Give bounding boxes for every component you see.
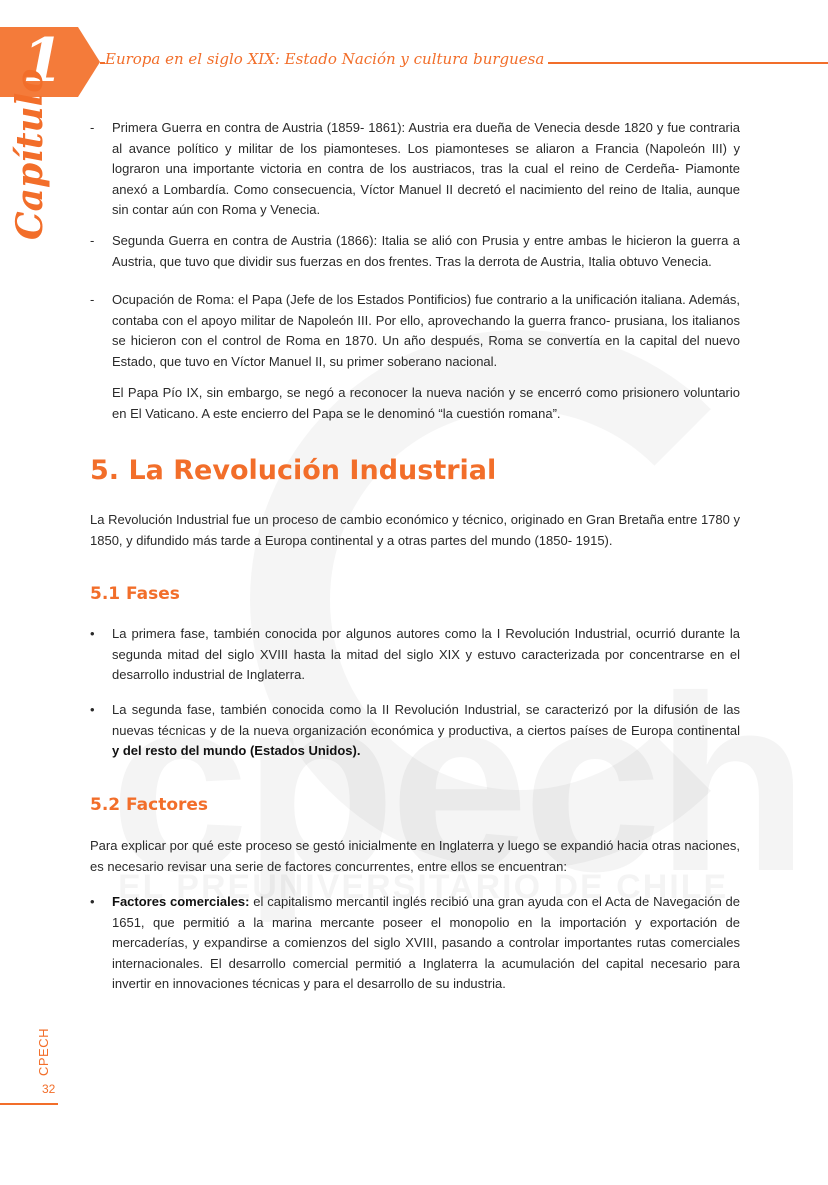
list-item bbox=[90, 624, 740, 686]
section-heading: 5. La Revolución Industrial bbox=[90, 455, 497, 486]
item-text: el capitalismo mercantil inglés recibió una gran ayuda con el Acta de Navegación de 1651, que permitió a la marina mercante poseer el monopolio en la importación y exportación de mercaderías, y expandirse a comienzos del siglo XVIII, pasando a controlar importantes rutas comerciales internacionales. El desarrollo comercial permitió a Inglaterra la acumulación del capital necesario para invertir en innovaciones técnicas y para el desarrollo de su industria. bbox=[112, 894, 740, 991]
bullet-marker: • bbox=[90, 626, 95, 641]
item-text: La segunda fase, también conocida como la II Revolución Industrial, se caracterizó por la difusión de las nuevas técnicas y de la nueva organización económica y productiva, a ciertos países de Europa continental bbox=[112, 702, 740, 738]
chapter-label: Capítulo bbox=[9, 68, 51, 240]
list-item bbox=[90, 892, 740, 995]
item-text: La primera fase, también conocida por algunos autores como la I Revolución Industrial, ocurrió durante la segunda mitad del siglo XVIII hasta la mitad del siglo XIX y estuvo caracterizada por concentrarse en el desarrollo industrial de Inglaterra. bbox=[112, 626, 740, 682]
list-item bbox=[90, 118, 740, 221]
dash-marker: - bbox=[90, 120, 95, 135]
dash-marker: - bbox=[90, 292, 95, 307]
page-number: 32 bbox=[42, 1082, 56, 1096]
list-item bbox=[90, 231, 740, 272]
note-paragraph bbox=[90, 383, 740, 424]
note-text: El Papa Pío IX, sin embargo, se negó a reconocer la nueva nación y se encerró como prisionero voluntario en El Vaticano. A este encierro del Papa se le denominó “la cuestión romana”. bbox=[112, 385, 740, 421]
list-item bbox=[90, 290, 740, 372]
item-text: Primera Guerra en contra de Austria (1859- 1861): Austria era dueña de Venecia desde 1820 y fue contraria al avance político y militar de los piamonteses. Los piamonteses se aliaron a Francia (Napoleón III) y lograron una importante victoria en contra de los austriacos, tras la cual el reino de Cerdeña- Piamonte anexó a Lombardía. Como consecuencia, Víctor Manuel II decretó el nacimiento del reino de Italia, aunque sin contar aún con Roma y Venecia. bbox=[112, 120, 740, 217]
list-item bbox=[90, 700, 740, 762]
item-text: Ocupación de Roma: el Papa (Jefe de los Estados Pontificios) fue contrario a la unificación italiana. Además, contaba con el apoyo militar de Napoleón III. Por ello, aprovechando la guerra franco- prusiana, los italianos se hicieron con el control de Roma en 1870. Un año después, Roma se convertía en la capital del nuevo Estado, que tuvo en Víctor Manuel II, su primer soberano nacional. bbox=[112, 292, 740, 369]
item-text: Segunda Guerra en contra de Austria (1866): Italia se alió con Prusia y entre ambas le hicieron la guerra a Austria, que tuvo que dividir sus fuerzas en dos frentes. Tras la derrota de Austria, Italia obtuvo Venecia. bbox=[112, 233, 740, 269]
subsection-heading-factores: 5.2 Factores bbox=[90, 795, 209, 815]
footer-brand: CPECH bbox=[36, 1027, 51, 1076]
bullet-marker: • bbox=[90, 894, 95, 909]
bullet-marker: • bbox=[90, 702, 95, 717]
section-intro: La Revolución Industrial fue un proceso de cambio económico y técnico, originado en Gran Bretaña entre 1780 y 1850, y difundido más tarde a Europa continental y a otras partes del mundo (1850- 1915). bbox=[90, 512, 740, 548]
item-bold-text: Factores comerciales: bbox=[112, 894, 250, 909]
chapter-title: Europa en el siglo XIX: Estado Nación y cultura burguesa bbox=[105, 50, 548, 68]
chapter-number: 1 bbox=[22, 26, 64, 96]
subsection-heading-fases: 5.1 Fases bbox=[90, 584, 180, 604]
footer-rule bbox=[0, 1103, 58, 1105]
item-bold-text: y del resto del mundo (Estados Unidos). bbox=[112, 743, 361, 758]
factores-intro: Para explicar por qué este proceso se gestó inicialmente en Inglaterra y luego se expandió hacia otras naciones, es necesario revisar una serie de factores concurrentes, entre ellos se encuentran: bbox=[90, 838, 740, 874]
dash-marker: - bbox=[90, 233, 95, 248]
